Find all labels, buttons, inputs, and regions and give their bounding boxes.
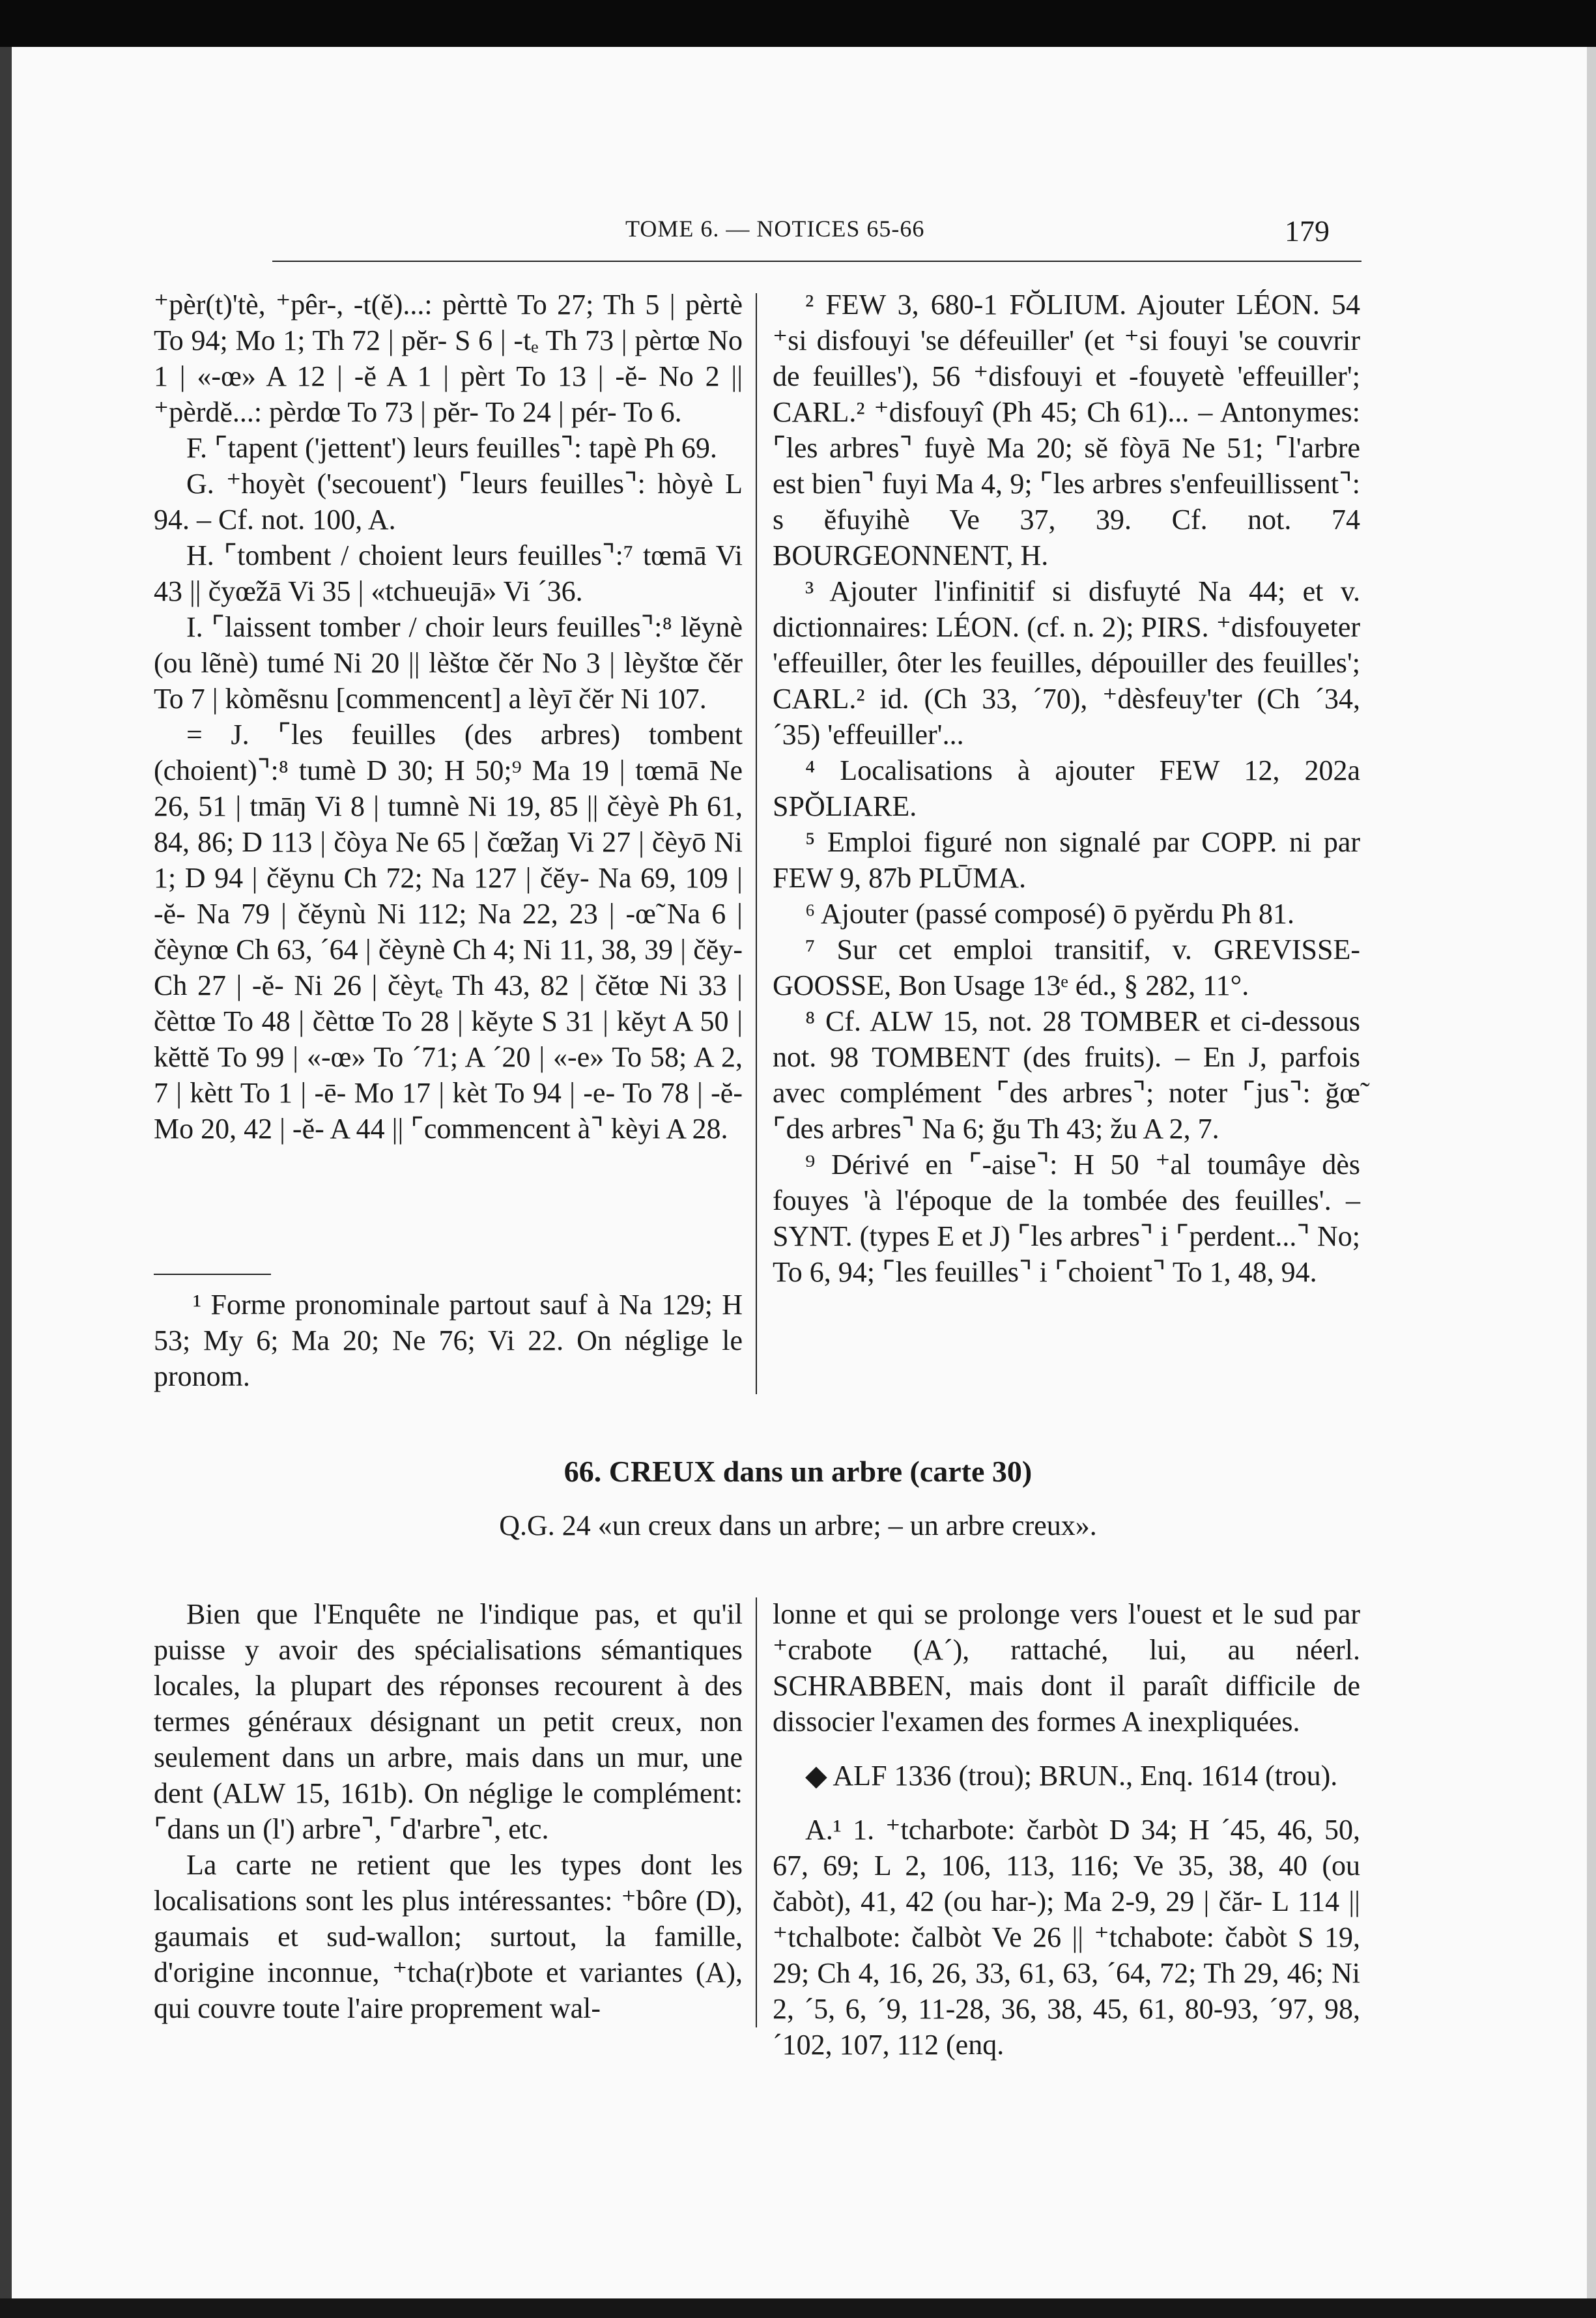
header-rule xyxy=(272,261,1361,262)
entry-H: H. ⌜tombent / choient leurs feuilles⌝:⁷ tœmā Vi 43 || čyœ̃žā Vi 35 | «tchueujā» Vi ´36. xyxy=(154,539,743,607)
intro-paragraph-2: La carte ne retient que les types dont les localisations sont les plus intéressantes: ⁺bôre (D), gaumais et sud-wallon; surtout, la famille, d'origine inconnue, ⁺tcha(r)bote et variantes (A), qui couvre toute l'aire proprement wal- xyxy=(154,1849,743,2024)
right-column-top xyxy=(773,287,1360,1290)
scan-left-edge xyxy=(0,47,12,2298)
footnote-9: ⁹ Dérivé en ⌜-aise⌝: H 50 ⁺al toumâye dès fouyes 'à l'époque de la tombée des feuilles'. – SYNT. (types E et J) ⌜les arbres⌝ i ⌜perdent...⌝ No; To 6, 94; ⌜les feuilles⌝ i ⌜choient⌝ To 1, 48, 94. xyxy=(773,1149,1360,1288)
section-heading: 66. CREUX dans un arbre (carte 30) xyxy=(563,1455,1033,1488)
entry-pertte: ⁺pèr(t)'tè, ⁺pêr-, -t(ĕ)...: pèrttè To 27; Th 5 | pèrtè To 94; Mo 1; Th 72 | pĕr- S 6 | -tₑ Th 73 | pèrtœ No 1 | «-œ» A 12 | -ĕ A 1 | pèrt To 13 | -ĕ- No 2 || ⁺pèrdĕ...: pèrdœ To 73 | pĕr- To 24 | pér- To 6. xyxy=(154,289,743,428)
footnote-rule xyxy=(154,1274,271,1275)
scan-top-border xyxy=(0,0,1596,47)
intro-paragraph-2-cont: lonne et qui se prolonge vers l'ouest et le sud par ⁺crabote (A´), rattaché, lui, au néerl. SCHRABBEN, mais dont il paraît difficile de dissocier l'examen des formes A inexpliquées. xyxy=(773,1598,1360,1738)
scan-bottom-border xyxy=(0,2298,1596,2318)
footnote-5: ⁵ Emploi figuré non signalé par COPP. ni par FEW 9, 87b PLŪMA. xyxy=(773,826,1360,894)
entry-I: I. ⌜laissent tomber / choir leurs feuilles⌝:⁸ lĕynè (ou lẽnè) tumé Ni 20 || lèštœ čĕr No 3 | lèyštœ čĕr To 7 | kòmẽsnu [commencent] a lèyī čĕr Ni 107. xyxy=(154,611,743,715)
left-column-bottom xyxy=(154,1596,743,2026)
section-question: Q.G. 24 «un creux dans un arbre; – un arbre creux». xyxy=(499,1510,1097,1541)
footnote-6: ⁶ Ajouter (passé composé) ō pyĕrdu Ph 81. xyxy=(805,898,1294,930)
footnote-7: ⁷ Sur cet emploi transitif, v. GREVISSE-GOOSSE, Bon Usage 13ᵉ éd., § 282, 11°. xyxy=(773,934,1360,1001)
scan-right-edge xyxy=(1587,47,1596,2298)
reference-line: ◆ ALF 1336 (trou); BRUN., Enq. 1614 (trou). xyxy=(805,1760,1338,1792)
entry-J: = J. ⌜les feuilles (des arbres) tombent (choient)⌝:⁸ tumè D 30; H 50;⁹ Ma 19 | tœmā Ne 26, 51 | tmāŋ Vi 8 | tumnè Ni 19, 85 || čèyè Ph 61, 84, 86; D 113 | čòya Ne 65 | čœ̃žaŋ Vi 27 | čèyō Ni 1; D 94 | čĕynu Ch 72; Na 127 | čĕy- Na 69, 109 | -ĕ- Na 79 | čĕynù Ni 112; Na 22, 23 | -œ̃ Na 6 | čèynœ Ch 63, ´64 | čèynè Ch 4; Ni 11, 38, 39 | čĕy- Ch 27 | -ĕ- Ni 26 | čèytₑ Th 43, 82 | čĕtœ Ni 33 | čèttœ To 48 | čèttœ To 28 | kĕyte S 31 | kĕyt A 50 | kĕttĕ To 99 | «-œ» To ´71; A ´20 | «-e» To 58; A 2, 7 | kètt To 1 | -ē- Mo 17 | kèt To 94 | -e- To 78 | -ĕ- Mo 20, 42 | -ĕ- A 44 || ⌜commencent à⌝ kèyi A 28. xyxy=(154,719,743,1145)
entry-A1: A.¹ 1. ⁺tcharbote: čarbòt D 34; H ´45, 46, 50, 67, 69; L 2, 106, 113, 116; Ve 35, 38, 40 (ou čabòt), 41, 42 (ou har-); Ma 2-9, 29 | čăr- L 114 || ⁺tchalbote: čalbòt Ve 26 || ⁺tchabote: čabòt S 19, 29; Ch 4, 16, 26, 33, 61, 63, ´64, 72; Th 29, 46; Ni 2, ´5, 6, ´9, 11-28, 36, 38, 45, 61, 80-93, ´97, 98, ´102, 107, 112 (enq. xyxy=(773,1814,1360,2061)
entry-F: F. ⌜tapent ('jettent') leurs feuilles⌝: tapè Ph 69. xyxy=(186,432,717,464)
running-title: TOME 6. — NOTICES 65-66 xyxy=(625,216,925,242)
footnote-2: ² FEW 3, 680-1 FŎLIUM. Ajouter LÉON. 54 ⁺si disfouyi 'se défeuiller' (et ⁺si fouyi 'se couvrir de feuilles'), 56 ⁺disfouyi et -fouyetè 'effeuiller'; CARL.² ⁺disfouyî (Ph 45; Ch 61)... – Antonymes: ⌜les arbres⌝ fuyè Ma 20; sĕ fòyā Ne 51; ⌜l'arbre est bien⌝ fuyi Ma 4, 9; ⌜les arbres s'enfeuillissent⌝: s ĕfuyihè Ve 37, 39. Cf. not. 74 BOURGEONNENT, H. xyxy=(773,289,1360,571)
column-divider-top xyxy=(756,293,757,1394)
column-divider-bottom xyxy=(756,1597,757,2027)
intro-paragraph-1: Bien que l'Enquête ne l'indique pas, et qu'il puisse y avoir des spécialisations sémantiques locales, la plupart des réponses recourent à des termes généraux désignant un petit creux, non seulement dans un arbre, mais dans un mur, une dent (ALW 15, 161b). On néglige le complément: ⌜dans un (l') arbre⌝, ⌜d'arbre⌝, etc. xyxy=(154,1598,743,1845)
left-column-top xyxy=(154,287,743,1147)
footnote-1: ¹ Forme pronominale partout sauf à Na 129; H 53; My 6; Ma 20; Ne 76; Vi 22. On néglige le pronom. xyxy=(154,1289,743,1392)
entry-G: G. ⁺hoyèt ('secouent') ⌜leurs feuilles⌝: hòyè L 94. – Cf. not. 100, A. xyxy=(154,468,743,536)
footnote-8: ⁸ Cf. ALW 15, not. 28 TOMBER et ci-dessous not. 98 TOMBENT (des fruits). – En J, parfois avec complément ⌜des arbres⌝; noter ⌜jus⌝: ğœ̃ ⌜des arbres⌝ Na 6; ğu Th 43; žu A 2, 7. xyxy=(773,1005,1360,1145)
right-column-bottom xyxy=(773,1596,1360,2063)
page-number: 179 xyxy=(1285,214,1330,248)
footnote-4: ⁴ Localisations à ajouter FEW 12, 202a SPŎLIARE. xyxy=(773,754,1360,822)
footnote-3: ³ Ajouter l'infinitif si disfuyté Na 44; et v. dictionnaires: LÉON. (cf. n. 2); PIRS. ⁺disfouyeter 'effeuiller, ôter les feuilles, dépouiller des feuilles'; CARL.² id. (Ch 33, ´70), ⁺dèsfeuy'ter (Ch ´34, ´35) 'effeuiller'... xyxy=(773,575,1360,751)
